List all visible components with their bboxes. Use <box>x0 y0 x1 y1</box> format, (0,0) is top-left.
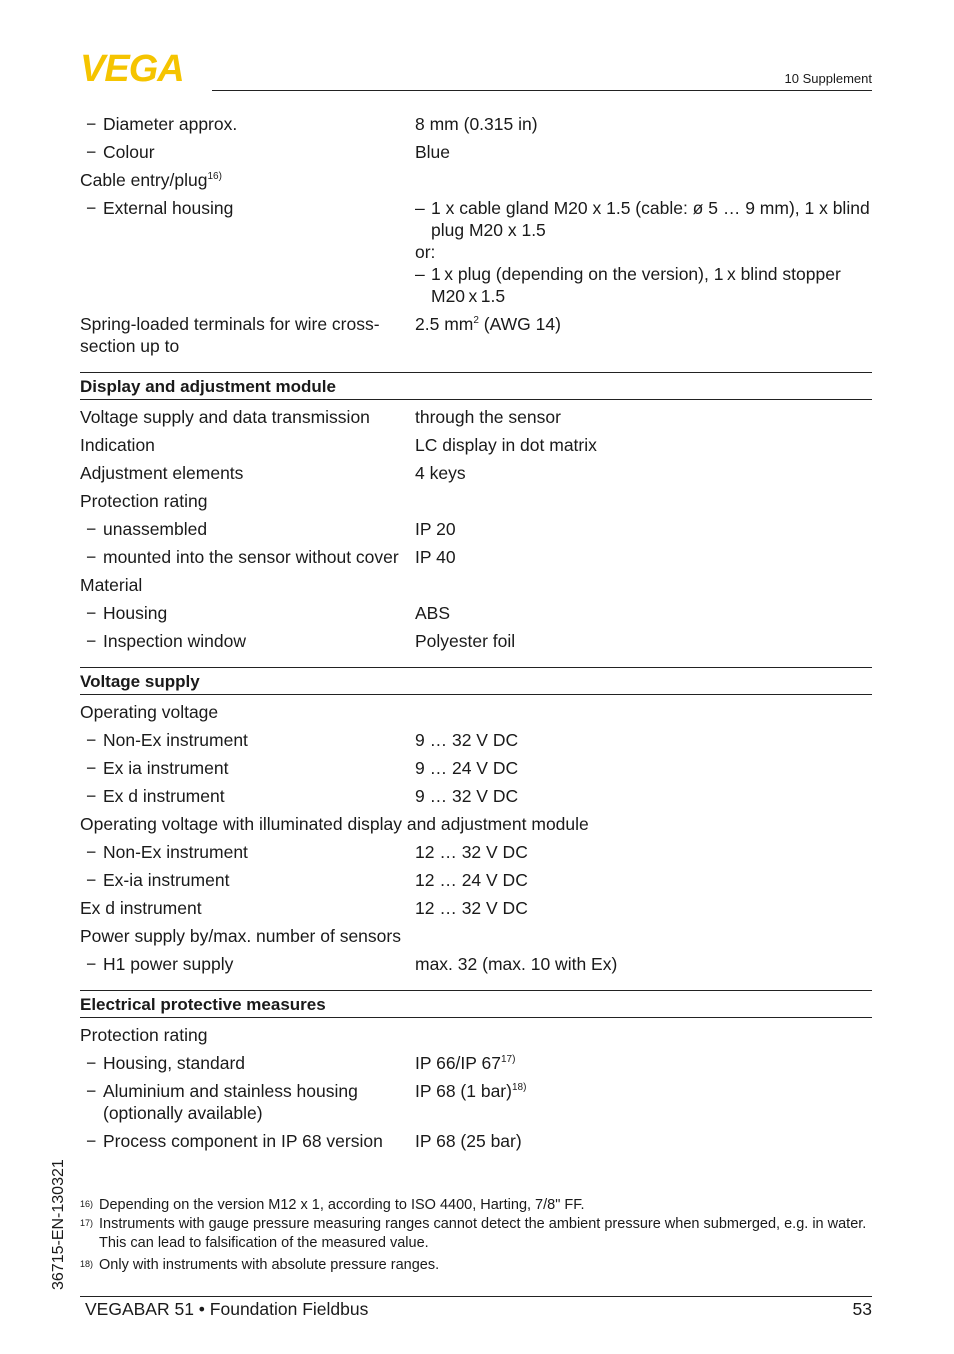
section-label: 10 Supplement <box>784 71 872 86</box>
spec-label: Spring-loaded terminals for wire cross-section up to <box>80 314 380 356</box>
spec-row <box>80 726 872 754</box>
footer-rule <box>80 1296 872 1297</box>
spec-row <box>80 166 872 194</box>
footnotes <box>80 1196 872 1275</box>
spec-row <box>80 487 872 515</box>
spec-row <box>80 1127 872 1155</box>
value-text: IP 66/IP 67 <box>415 1053 501 1073</box>
spec-label: Indication <box>80 435 155 455</box>
spec-label: Material <box>80 575 143 595</box>
spec-row <box>80 866 872 894</box>
spec-label-text: Cable entry/plug <box>80 170 208 190</box>
spec-row <box>80 782 872 810</box>
footnote-number: 16) <box>80 1199 94 1209</box>
spec-value: 12 … 32 V DC <box>415 842 528 862</box>
footnote-number: 17) <box>80 1218 94 1228</box>
spec-value: through the sensor <box>415 407 561 427</box>
spec-value: 4 keys <box>415 463 466 483</box>
spec-row <box>80 431 872 459</box>
spec-value: 9 … 32 V DC <box>415 730 519 750</box>
spec-value: Polyester foil <box>415 631 516 651</box>
footnote <box>80 1256 872 1275</box>
spec-row <box>80 110 872 138</box>
footnote-text: Depending on the version M12 x 1, according to ISO 4400, Harting, 7/8" FF. <box>99 1197 585 1213</box>
spec-row <box>80 950 872 978</box>
spec-row <box>80 894 872 922</box>
spec-value: 12 … 32 V DC <box>415 898 528 918</box>
footnote-ref: 17) <box>500 1054 516 1066</box>
spec-row <box>80 403 872 431</box>
spec-label: Protection rating <box>80 1025 208 1045</box>
spec-label: − Non-Ex instrument <box>80 841 415 863</box>
footnote <box>80 1196 872 1215</box>
spec-row <box>80 810 872 838</box>
spec-row <box>80 698 872 726</box>
vega-logo <box>80 50 212 84</box>
spec-label: − Non-Ex instrument <box>80 729 415 751</box>
footnote-text: Instruments with gauge pressure measuring ranges cannot detect the ambient pressure when submerged, e.g. in water. This can lead to falsification of the measured value. <box>99 1216 867 1251</box>
spec-label: Power supply by/max. number of sensors <box>80 926 401 946</box>
spec-label: − Housing <box>80 602 415 624</box>
footnote-number: 18) <box>80 1259 94 1269</box>
spec-value: 9 … 24 V DC <box>415 758 519 778</box>
spec-row <box>80 459 872 487</box>
spec-label: − Inspection window <box>80 630 415 652</box>
spec-row <box>80 922 872 950</box>
section-title: Display and adjustment module <box>80 373 872 400</box>
value-text: IP 68 (1 bar) <box>415 1081 512 1101</box>
value-text: (AWG 14) <box>478 314 561 334</box>
spec-row <box>80 138 872 166</box>
value-sup: 2 <box>473 315 479 327</box>
spec-value <box>415 197 872 307</box>
spec-label: − unassembled <box>80 518 415 540</box>
spec-label: − Ex ia instrument <box>80 757 415 779</box>
spec-row <box>80 838 872 866</box>
spec-label: Voltage supply and data transmission <box>80 407 370 427</box>
footnote <box>80 1215 872 1253</box>
spec-label: − Ex d instrument <box>80 785 415 807</box>
spec-row <box>80 310 872 360</box>
footnote-ref: 16) <box>207 171 222 183</box>
spec-label: Operating voltage <box>80 702 219 722</box>
section-voltage <box>80 667 872 978</box>
spec-label: − Colour <box>80 141 415 163</box>
spec-label: − Process component in IP 68 version <box>80 1130 415 1152</box>
spec-label: − Housing, standard <box>80 1052 415 1074</box>
spec-row <box>80 194 872 310</box>
spec-label: − mounted into the sensor without cover <box>80 546 415 568</box>
page-number: 53 <box>852 1299 872 1319</box>
spec-value: IP 68 (25 bar) <box>415 1131 522 1151</box>
header-rule <box>212 90 872 91</box>
spec-content <box>80 110 872 1155</box>
spec-value: 8 mm (0.315 in) <box>415 114 538 134</box>
spec-label: − External housing <box>80 197 415 307</box>
value-or: or: <box>415 242 436 262</box>
spec-value: Blue <box>415 142 451 162</box>
spec-value <box>415 1052 872 1074</box>
spec-label: Operating voltage with illuminated display and adjustment module <box>80 814 589 834</box>
spec-label: Ex d instrument <box>80 898 202 918</box>
spec-row <box>80 515 872 543</box>
value-list-item: – 1 x cable gland M20 x 1.5 (cable: ø 5 … 9 mm), 1 x blind plug M20 x 1.5 <box>415 197 872 241</box>
spec-row <box>80 599 872 627</box>
section-electrical <box>80 990 872 1155</box>
spec-row <box>80 754 872 782</box>
section-display <box>80 372 872 655</box>
footer-title: VEGABAR 51 • Foundation Fieldbus <box>85 1299 369 1319</box>
spec-row <box>80 1049 872 1077</box>
spec-row <box>80 1021 872 1049</box>
spec-row <box>80 543 872 571</box>
spec-row <box>80 1077 872 1127</box>
spec-value: ABS <box>415 603 451 623</box>
spec-value <box>415 1080 872 1124</box>
spec-value: LC display in dot matrix <box>415 435 597 455</box>
section-title: Voltage supply <box>80 668 872 695</box>
spec-label: Protection rating <box>80 491 208 511</box>
spec-row <box>80 571 872 599</box>
spec-value: 9 … 32 V DC <box>415 786 519 806</box>
spec-value: IP 40 <box>415 547 456 567</box>
svg-text:VEGA: VEGA <box>80 50 184 84</box>
footnote-ref: 18) <box>511 1082 527 1094</box>
spec-label <box>80 169 415 191</box>
spec-value: 12 … 24 V DC <box>415 870 528 890</box>
spec-label: − Aluminium and stainless housing (optionally available) <box>80 1080 415 1124</box>
spec-label: − Ex-ia instrument <box>80 869 415 891</box>
footnote-text: Only with instruments with absolute pressure ranges. <box>99 1257 440 1273</box>
spec-row <box>80 627 872 655</box>
spec-value: max. 32 (max. 10 with Ex) <box>415 954 618 974</box>
document-code: 36715-EN-130321 <box>50 1159 67 1290</box>
spec-label: − Diameter approx. <box>80 113 415 135</box>
value-list-item: – 1 x plug (depending on the version), 1 x blind stopper M20 x 1.5 <box>415 263 872 307</box>
spec-label: − H1 power supply <box>80 953 415 975</box>
spec-value <box>415 313 872 357</box>
section-title: Electrical protective measures <box>80 991 872 1018</box>
spec-label: Adjustment elements <box>80 463 244 483</box>
value-text: 2.5 mm <box>415 314 474 334</box>
spec-value: IP 20 <box>415 519 456 539</box>
